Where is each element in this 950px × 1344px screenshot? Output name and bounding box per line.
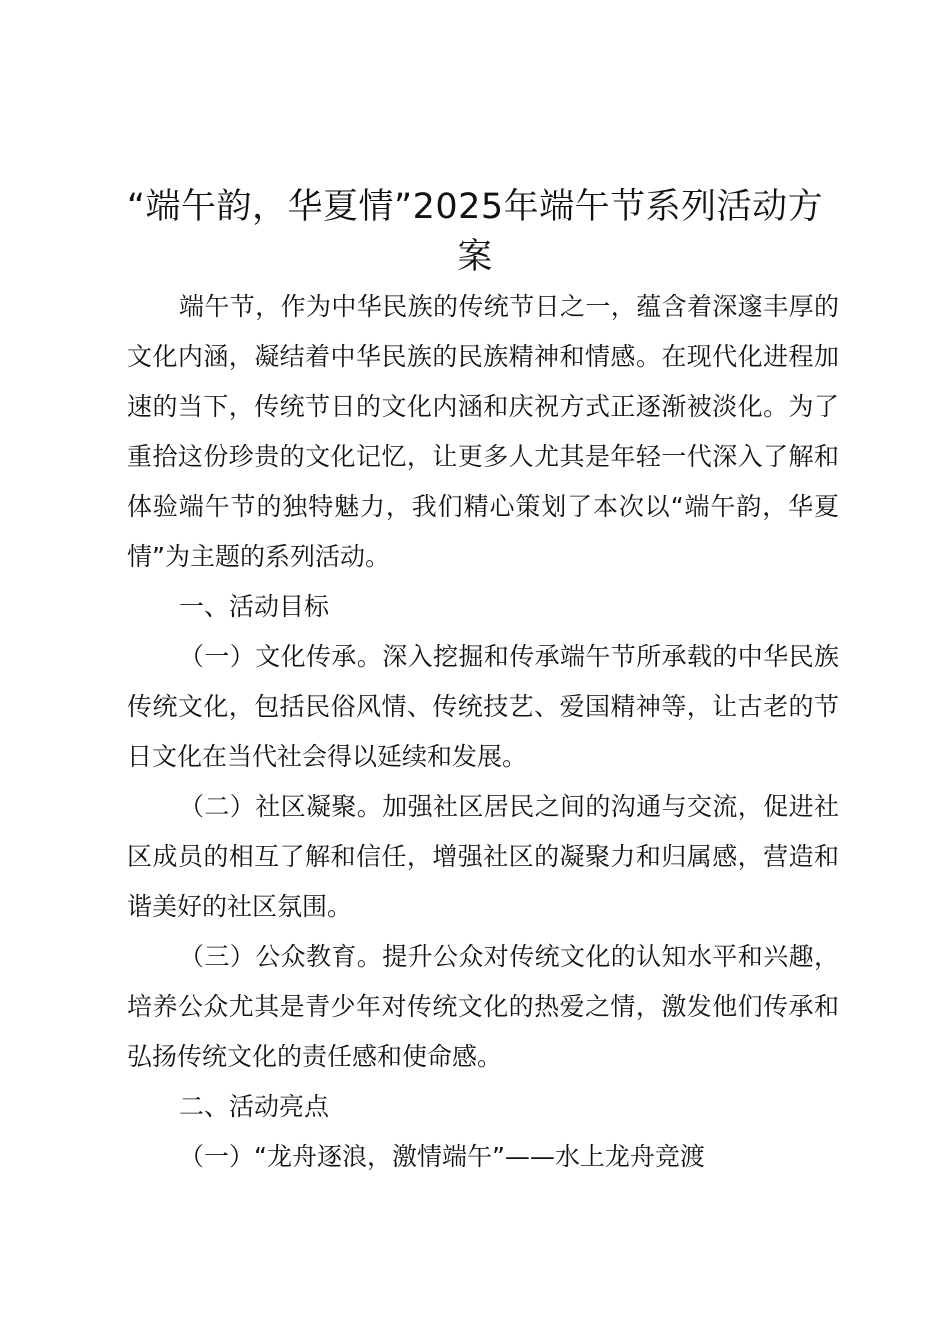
- goal-paragraph-1: （一）文化传承。深入挖掘和传承端午节所承载的中华民族传统文化，包括民俗风情、传统技艺、爱国精神等，让古老的节日文化在当代社会得以延续和发展。: [127, 642, 839, 771]
- section-heading-highlights: 二、活动亮点: [179, 1092, 330, 1121]
- goal-paragraph-3: （三）公众教育。提升公众对传统文化的认知水平和兴趣，培养公众尤其是青少年对传统文化的热爱之情，激发他们传承和弘扬传统文化的责任感和使命感。: [127, 942, 839, 1071]
- document-body: [127, 282, 839, 1182]
- goal-paragraph-2: （二）社区凝聚。加强社区居民之间的沟通与交流，促进社区成员的相互了解和信任，增强社区的凝聚力和归属感，营造和谐美好的社区氛围。: [127, 792, 839, 921]
- document-title: “端午韵，华夏情”2025年端午节系列活动方案: [126, 187, 824, 277]
- intro-paragraph: 端午节，作为中华民族的传统节日之一，蕴含着深邃丰厚的文化内涵，凝结着中华民族的民族精神和情感。在现代化进程加速的当下，传统节日的文化内涵和庆祝方式正逐渐被淡化。为了重拾这份珍贵的文化记忆，让更多人尤其是年轻一代深入了解和体验端午节的独特魅力，我们精心策划了本次以“端午韵，华夏情”为主题的系列活动。: [127, 292, 839, 571]
- highlight-item-1: （一）“龙舟逐浪，激情端午”——水上龙舟竞渡: [179, 1142, 705, 1171]
- section-heading-goals: 一、活动目标: [179, 592, 330, 621]
